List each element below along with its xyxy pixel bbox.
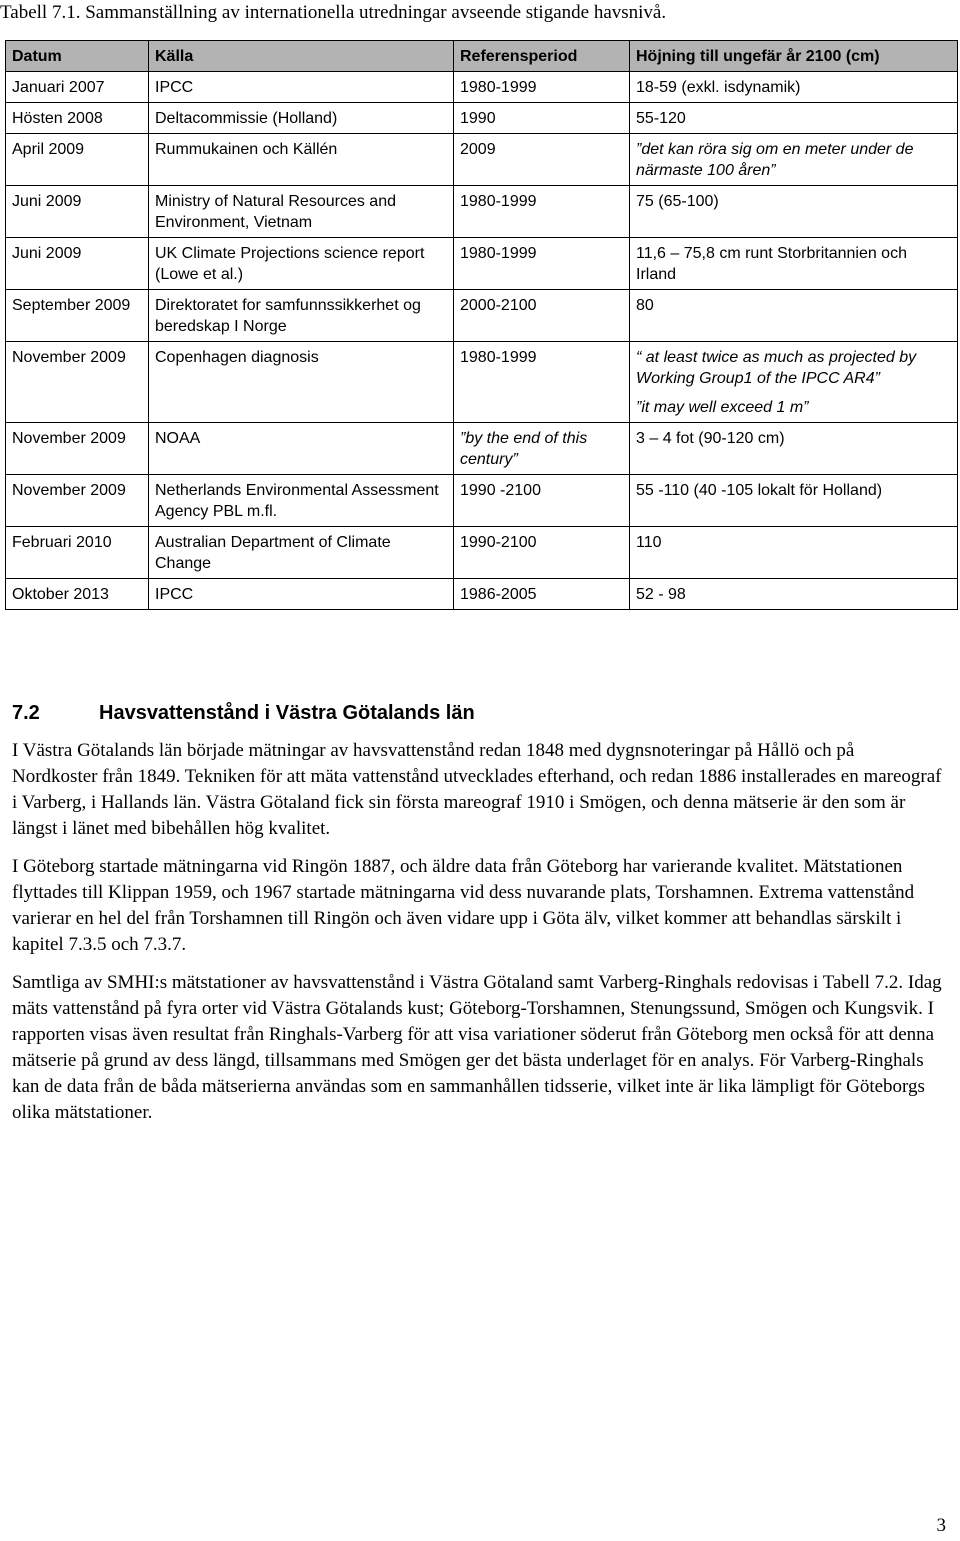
cell-datum: Januari 2007 — [6, 72, 149, 103]
table-header-row — [6, 41, 958, 72]
cell-hojning — [630, 342, 958, 423]
cell-period: 2009 — [454, 134, 630, 186]
cell-hojning-extra: ”it may well exceed 1 m” — [636, 399, 809, 416]
cell-hojning: 110 — [630, 527, 958, 579]
cell-period: 2000-2100 — [454, 290, 630, 342]
cell-hojning: 52 - 98 — [630, 579, 958, 610]
section-title: Havsvattenstånd i Västra Götalands län — [99, 702, 475, 724]
cell-kalla: Copenhagen diagnosis — [149, 342, 454, 423]
cell-period: 1990 -2100 — [454, 475, 630, 527]
cell-period: 1980-1999 — [454, 186, 630, 238]
cell-datum: September 2009 — [6, 290, 149, 342]
cell-hojning: 18-59 (exkl. isdynamik) — [630, 72, 958, 103]
header-kalla: Källa — [149, 41, 454, 72]
paragraph: I Göteborg startade mätningarna vid Ringön 1887, och äldre data från Göteborg har varierande kvalitet. Mätstationen flyttades till Klippan 1959, och 1967 startade mätningarna vid dess nuvarande plats, Torshamnen. Extrema vattenstånd varierar en hel del från Torshamnen till Ringön och även vidare upp i Göta älv, vilket kommer att behandlas särskilt i kapitel 7.3.5 och 7.3.7. — [12, 856, 915, 955]
section-heading — [12, 700, 475, 726]
table-row — [6, 103, 958, 134]
section-number: 7.2 — [12, 702, 40, 724]
table-row — [6, 342, 958, 423]
cell-kalla: Rummukainen och Källén — [149, 134, 454, 186]
cell-period: 1980-1999 — [454, 342, 630, 423]
cell-datum: Juni 2009 — [6, 238, 149, 290]
table-row — [6, 186, 958, 238]
cell-datum: Juni 2009 — [6, 186, 149, 238]
cell-hojning: 55-120 — [630, 103, 958, 134]
cell-datum: Hösten 2008 — [6, 103, 149, 134]
cell-kalla: Direktoratet for samfunnssikkerhet og beredskap I Norge — [149, 290, 454, 342]
cell-hojning: 55 -110 (40 -105 lokalt för Holland) — [630, 475, 958, 527]
cell-kalla: Ministry of Natural Resources and Environment, Vietnam — [149, 186, 454, 238]
cell-period: 1986-2005 — [454, 579, 630, 610]
cell-hojning: 75 (65-100) — [630, 186, 958, 238]
cell-hojning: ”det kan röra sig om en meter under de närmaste 100 åren” — [630, 134, 958, 186]
table-row — [6, 579, 958, 610]
table-row — [6, 527, 958, 579]
table-row — [6, 238, 958, 290]
cell-kalla: IPCC — [149, 579, 454, 610]
cell-kalla: NOAA — [149, 423, 454, 475]
table-row — [6, 72, 958, 103]
cell-hojning-quote: “ at least twice as much as projected by Working Group1 of the IPCC AR4” — [636, 349, 917, 387]
header-hojning: Höjning till ungefär år 2100 (cm) — [630, 41, 958, 72]
page-number: 3 — [936, 1515, 946, 1536]
table-row — [6, 475, 958, 527]
paragraph: Samtliga av SMHI:s mätstationer av havsvattenstånd i Västra Götaland samt Varberg-Ringhals redovisas i Tabell 7.2. Idag mäts vattenstånd på fyra orter vid Västra Götalands kust; Göteborg-Torshamnen, Stenungssund, Smögen och Kungsvik. I rapporten visas även resultat från Ringhals-Varberg för att visa variationer söderut från Göteborg men också för att denna mätserie på grund av dess längd, tillsammans med Smögen ger det bästa underlaget för en analys. För Varberg-Ringhals kan de data från de båda mätserierna användas som en sammanhållen tidsserie, vilket inte är lika lämpligt för Göteborgs olika mätstationer. — [12, 972, 942, 1123]
cell-kalla: UK Climate Projections science report (Lowe et al.) — [149, 238, 454, 290]
table-row — [6, 290, 958, 342]
body-text — [12, 738, 942, 1138]
paragraph: I Västra Götalands län började mätningar av havsvattenstånd redan 1848 med dygnsnoteringar på Hållö och på Nordkoster från 1849. Tekniken för att mäta vattenstånd utvecklades efterhand, och redan 1886 installerades en mareograf i Varberg, i Hallands län. Västra Götaland fick sin första mareograf 1910 i Smögen, och denna mätserie är den som är längst i länet med bibehållen hög kvalitet. — [12, 740, 942, 839]
header-referensperiod: Referensperiod — [454, 41, 630, 72]
cell-datum: Oktober 2013 — [6, 579, 149, 610]
cell-period: 1980-1999 — [454, 238, 630, 290]
cell-datum: Februari 2010 — [6, 527, 149, 579]
table-row — [6, 423, 958, 475]
cell-period: ”by the end of this century” — [454, 423, 630, 475]
cell-datum: November 2009 — [6, 475, 149, 527]
cell-period: 1980-1999 — [454, 72, 630, 103]
cell-kalla: Deltacommissie (Holland) — [149, 103, 454, 134]
table-row — [6, 134, 958, 186]
cell-period: 1990-2100 — [454, 527, 630, 579]
cell-hojning: 3 – 4 fot (90-120 cm) — [630, 423, 958, 475]
header-datum: Datum — [6, 41, 149, 72]
cell-kalla: Australian Department of Climate Change — [149, 527, 454, 579]
table-caption: Tabell 7.1. Sammanställning av internationella utredningar avseende stigande havsnivå. — [0, 2, 667, 23]
cell-kalla: IPCC — [149, 72, 454, 103]
sea-level-table — [5, 40, 958, 610]
cell-period: 1990 — [454, 103, 630, 134]
cell-hojning: 11,6 – 75,8 cm runt Storbritannien och Irland — [630, 238, 958, 290]
cell-datum: April 2009 — [6, 134, 149, 186]
cell-datum: November 2009 — [6, 423, 149, 475]
cell-kalla: Netherlands Environmental Assessment Agency PBL m.fl. — [149, 475, 454, 527]
cell-datum: November 2009 — [6, 342, 149, 423]
cell-hojning: 80 — [630, 290, 958, 342]
